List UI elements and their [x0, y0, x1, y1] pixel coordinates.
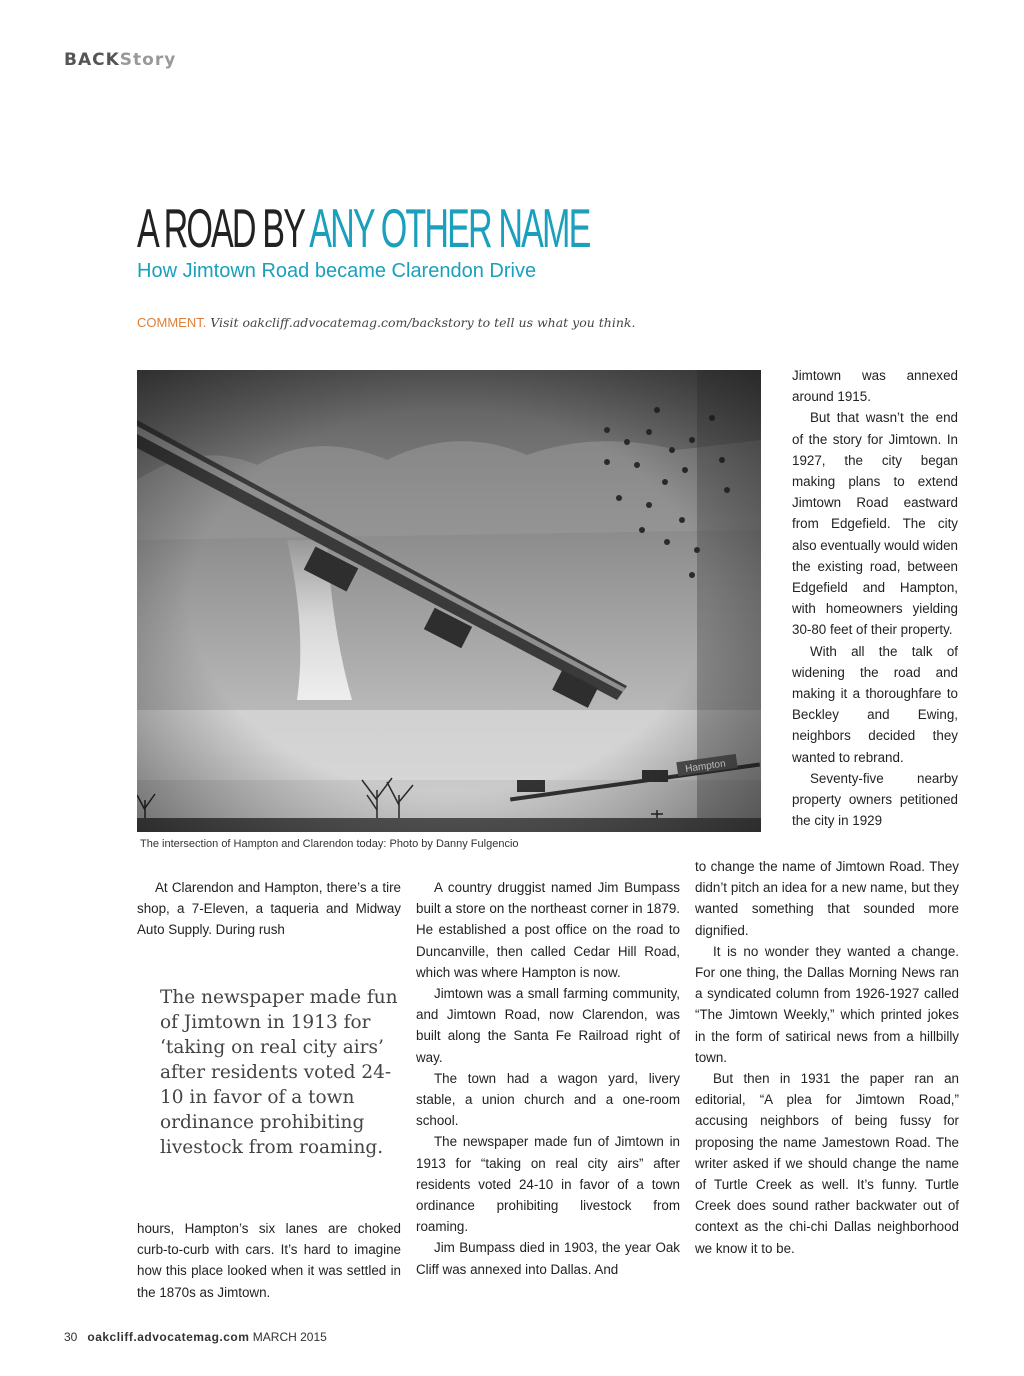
- paragraph: A country druggist named Jim Bumpass built a store on the northeast corner in 1879. He established a post office on the road to Duncanville, then called Cedar Hill Road, which was where Hampton is now.: [416, 880, 680, 980]
- column-1-top: [137, 877, 401, 941]
- paragraph: But then in 1931 the paper ran an editorial, “A plea for Jimtown Road,” accusing neighbors of being fussy for proposing the name Jamestown Road. The writer asked if we should change the name of Turtle Creek as well. It’s funny. Turtle Creek does sound rather backwater out of context as the chi-chi Dallas neighborhood we know it to be.: [695, 1071, 959, 1256]
- page-number: 30: [64, 1330, 78, 1344]
- page-footer: [64, 1330, 327, 1344]
- paragraph: The newspaper made fun of Jimtown in 1913 for “taking on real city airs” after residents voted 24-10 in favor of a town ordinance prohibiting livestock from roaming.: [416, 1134, 680, 1235]
- subhead: How Jimtown Road became Clarendon Drive: [137, 260, 537, 282]
- footer-date: MARCH 2015: [252, 1330, 327, 1344]
- intersection-photo: [137, 370, 761, 832]
- comment-line: [137, 314, 635, 330]
- paragraph: Jim Bumpass died in 1903, the year Oak Cliff was annexed into Dallas. And: [416, 1240, 680, 1277]
- column-3-top: [792, 365, 958, 831]
- comment-text: Visit oakcliff.advocatemag.com/backstory to tell us what you think.: [210, 315, 636, 330]
- paragraph: At Clarendon and Hampton, there’s a tire shop, a 7-Eleven, a taqueria and Midway Auto Supply. During rush: [137, 880, 401, 938]
- footer-site: oakcliff.advocatemag.com: [87, 1330, 250, 1344]
- section-tag: [64, 50, 176, 70]
- pull-quote: The newspaper made fun of Jimtown in 1913 for ‘taking on real city airs’ after residents voted 24-10 in favor of a town ordinance prohibiting livestock from roaming.: [160, 987, 398, 1158]
- headline: [137, 198, 589, 258]
- photo-caption: The intersection of Hampton and Clarendon today: Photo by Danny Fulgencio: [140, 838, 519, 850]
- column-1-bottom: [137, 1218, 401, 1303]
- paragraph: But that wasn’t the end of the story for Jimtown. In 1927, the city began making plans to extend Jimtown Road eastward from Edgefield. The city also eventually would widen the existing road, between Edgefield and Hampton, with homeowners yielding 30-80 feet of their property.: [792, 410, 958, 638]
- comment-label: COMMENT.: [137, 315, 207, 330]
- section-tag-story: Story: [119, 50, 177, 70]
- section-tag-back: BACK: [64, 50, 120, 70]
- paragraph: It is no wonder they wanted a change. For one thing, the Dallas Morning News ran a syndicated column from 1926-1927 called “The Jimtown Weekly,” which printed jokes in the form of satirical news from a hillbilly town.: [695, 943, 959, 1065]
- paragraph: Jimtown was a small farming community, and Jimtown Road, now Clarendon, was built along the Santa Fe Railroad right of way.: [416, 986, 680, 1065]
- paragraph: to change the name of Jimtown Road. They didn’t pitch an idea for a new name, but they wanted something that sounded more dignified.: [695, 859, 959, 938]
- paragraph: With all the talk of widening the road and making it a thoroughfare to Beckley and Ewing, neighbors decided they wanted to rebrand.: [792, 643, 958, 765]
- photo-illustration: [137, 370, 761, 832]
- paragraph: Seventy-five nearby property owners petitioned the city in 1929: [792, 770, 958, 829]
- paragraph: hours, Hampton’s six lanes are choked curb-to-curb with cars. It’s hard to imagine how this place looked when it was settled in the 1870s as Jimtown.: [137, 1221, 401, 1300]
- paragraph: The town had a wagon yard, livery stable, a union church and a one-room school.: [416, 1070, 680, 1129]
- paragraph: Jimtown was annexed around 1915.: [792, 368, 958, 405]
- column-3-bottom: [695, 856, 959, 1259]
- headline-part1: A ROAD BY: [137, 197, 310, 259]
- column-2: [416, 877, 680, 1280]
- headline-part2: ANY OTHER NAME: [309, 197, 590, 259]
